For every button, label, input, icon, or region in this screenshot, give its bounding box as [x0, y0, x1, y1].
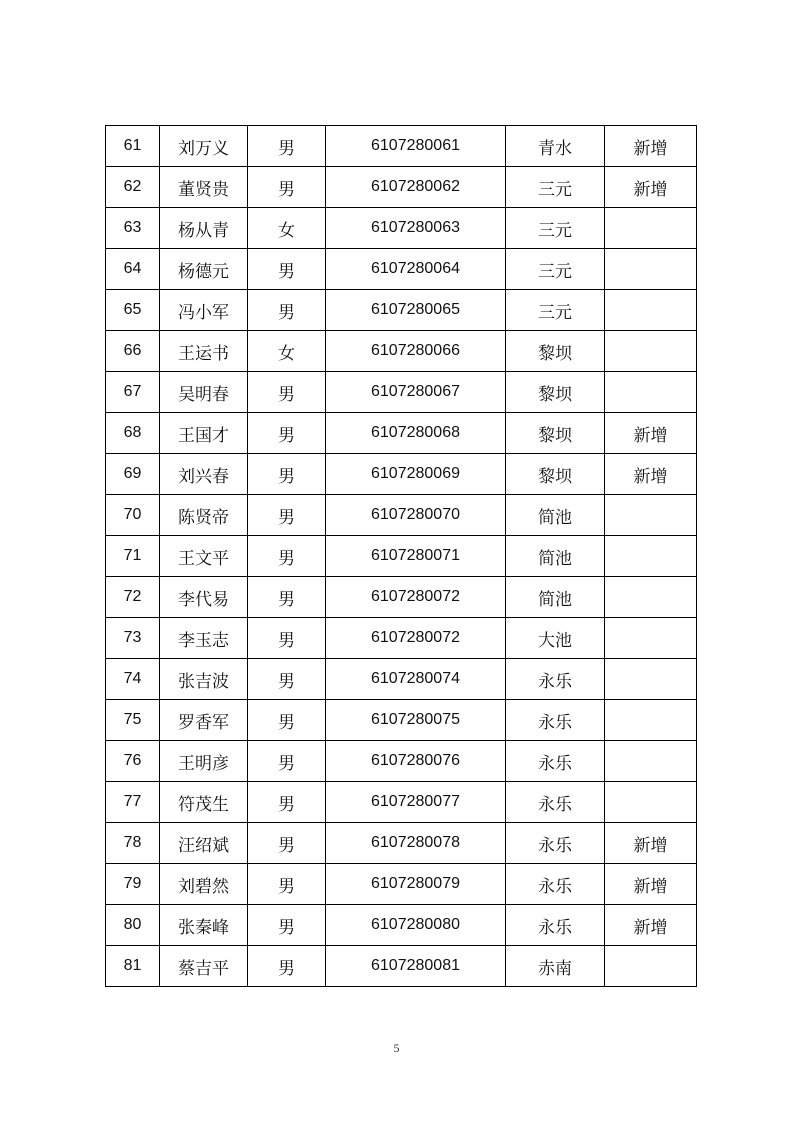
table-row	[106, 700, 697, 741]
cell-gender: 男	[248, 782, 326, 823]
cell-note	[605, 782, 697, 823]
cell-gender: 男	[248, 413, 326, 454]
cell-name: 罗香军	[160, 700, 248, 741]
cell-gender: 男	[248, 454, 326, 495]
cell-area: 黎坝	[506, 454, 605, 495]
cell-number: 62	[106, 167, 160, 208]
table-row	[106, 782, 697, 823]
cell-code: 6107280080	[326, 905, 506, 946]
cell-name: 张吉波	[160, 659, 248, 700]
cell-area: 永乐	[506, 741, 605, 782]
cell-number: 81	[106, 946, 160, 987]
cell-code: 6107280063	[326, 208, 506, 249]
cell-number: 77	[106, 782, 160, 823]
cell-gender: 男	[248, 659, 326, 700]
cell-code: 6107280075	[326, 700, 506, 741]
cell-number: 61	[106, 126, 160, 167]
cell-name: 李玉志	[160, 618, 248, 659]
cell-name: 王明彦	[160, 741, 248, 782]
cell-code: 6107280078	[326, 823, 506, 864]
table-row	[106, 577, 697, 618]
cell-number: 74	[106, 659, 160, 700]
cell-note	[605, 946, 697, 987]
table-row	[106, 741, 697, 782]
cell-note	[605, 577, 697, 618]
cell-code: 6107280067	[326, 372, 506, 413]
records-body	[106, 126, 697, 987]
cell-note	[605, 208, 697, 249]
cell-code: 6107280072	[326, 618, 506, 659]
cell-code: 6107280081	[326, 946, 506, 987]
cell-code: 6107280068	[326, 413, 506, 454]
table-row	[106, 946, 697, 987]
cell-code: 6107280066	[326, 331, 506, 372]
cell-note	[605, 536, 697, 577]
cell-gender: 男	[248, 372, 326, 413]
cell-name: 王文平	[160, 536, 248, 577]
cell-note: 新增	[605, 167, 697, 208]
cell-name: 李代易	[160, 577, 248, 618]
table-row	[106, 495, 697, 536]
cell-area: 永乐	[506, 700, 605, 741]
cell-name: 蔡吉平	[160, 946, 248, 987]
cell-area: 永乐	[506, 823, 605, 864]
cell-note	[605, 290, 697, 331]
cell-area: 三元	[506, 167, 605, 208]
cell-note	[605, 700, 697, 741]
cell-area: 永乐	[506, 905, 605, 946]
cell-code: 6107280062	[326, 167, 506, 208]
cell-code: 6107280061	[326, 126, 506, 167]
cell-name: 汪绍斌	[160, 823, 248, 864]
table-row	[106, 454, 697, 495]
cell-area: 三元	[506, 208, 605, 249]
cell-area: 简池	[506, 536, 605, 577]
cell-gender: 男	[248, 946, 326, 987]
cell-gender: 男	[248, 741, 326, 782]
cell-code: 6107280076	[326, 741, 506, 782]
cell-gender: 男	[248, 905, 326, 946]
cell-gender: 男	[248, 167, 326, 208]
cell-note	[605, 659, 697, 700]
cell-area: 黎坝	[506, 331, 605, 372]
cell-code: 6107280065	[326, 290, 506, 331]
cell-code: 6107280070	[326, 495, 506, 536]
cell-area: 永乐	[506, 782, 605, 823]
cell-gender: 男	[248, 864, 326, 905]
cell-gender: 男	[248, 577, 326, 618]
cell-code: 6107280079	[326, 864, 506, 905]
table-row	[106, 659, 697, 700]
cell-number: 66	[106, 331, 160, 372]
cell-name: 刘万义	[160, 126, 248, 167]
cell-number: 69	[106, 454, 160, 495]
cell-name: 杨德元	[160, 249, 248, 290]
cell-name: 王运书	[160, 331, 248, 372]
cell-area: 赤南	[506, 946, 605, 987]
table-row	[106, 823, 697, 864]
cell-gender: 男	[248, 823, 326, 864]
cell-note: 新增	[605, 126, 697, 167]
cell-area: 三元	[506, 249, 605, 290]
cell-number: 67	[106, 372, 160, 413]
table-row	[106, 249, 697, 290]
cell-name: 刘碧然	[160, 864, 248, 905]
cell-number: 76	[106, 741, 160, 782]
table-row	[106, 290, 697, 331]
table-row	[106, 413, 697, 454]
table-row	[106, 126, 697, 167]
cell-note	[605, 372, 697, 413]
table-row	[106, 536, 697, 577]
cell-gender: 男	[248, 618, 326, 659]
cell-gender: 男	[248, 126, 326, 167]
cell-gender: 女	[248, 331, 326, 372]
cell-note	[605, 618, 697, 659]
cell-note: 新增	[605, 454, 697, 495]
cell-area: 永乐	[506, 864, 605, 905]
cell-name: 张秦峰	[160, 905, 248, 946]
cell-area: 简池	[506, 577, 605, 618]
cell-number: 71	[106, 536, 160, 577]
cell-code: 6107280064	[326, 249, 506, 290]
records-table	[105, 125, 697, 987]
cell-number: 68	[106, 413, 160, 454]
cell-name: 王国才	[160, 413, 248, 454]
cell-number: 79	[106, 864, 160, 905]
table-row	[106, 905, 697, 946]
cell-gender: 男	[248, 249, 326, 290]
cell-note: 新增	[605, 864, 697, 905]
cell-note	[605, 331, 697, 372]
cell-name: 陈贤帝	[160, 495, 248, 536]
cell-name: 冯小军	[160, 290, 248, 331]
cell-name: 杨从青	[160, 208, 248, 249]
cell-gender: 男	[248, 536, 326, 577]
cell-number: 80	[106, 905, 160, 946]
cell-area: 黎坝	[506, 413, 605, 454]
cell-note: 新增	[605, 905, 697, 946]
cell-note	[605, 495, 697, 536]
cell-number: 63	[106, 208, 160, 249]
page-number: 5	[393, 1041, 400, 1055]
cell-name: 董贤贵	[160, 167, 248, 208]
cell-gender: 女	[248, 208, 326, 249]
cell-code: 6107280072	[326, 577, 506, 618]
cell-gender: 男	[248, 700, 326, 741]
cell-name: 吴明春	[160, 372, 248, 413]
cell-note: 新增	[605, 413, 697, 454]
cell-note: 新增	[605, 823, 697, 864]
cell-name: 刘兴春	[160, 454, 248, 495]
cell-number: 72	[106, 577, 160, 618]
cell-gender: 男	[248, 290, 326, 331]
table-row	[106, 167, 697, 208]
cell-area: 三元	[506, 290, 605, 331]
cell-code: 6107280069	[326, 454, 506, 495]
cell-area: 大池	[506, 618, 605, 659]
cell-code: 6107280071	[326, 536, 506, 577]
cell-area: 黎坝	[506, 372, 605, 413]
cell-area: 永乐	[506, 659, 605, 700]
cell-number: 64	[106, 249, 160, 290]
cell-name: 符茂生	[160, 782, 248, 823]
table-row	[106, 618, 697, 659]
cell-number: 73	[106, 618, 160, 659]
cell-number: 70	[106, 495, 160, 536]
table-row	[106, 331, 697, 372]
cell-note	[605, 741, 697, 782]
table-row	[106, 372, 697, 413]
table-row	[106, 208, 697, 249]
cell-gender: 男	[248, 495, 326, 536]
cell-number: 65	[106, 290, 160, 331]
cell-note	[605, 249, 697, 290]
cell-number: 75	[106, 700, 160, 741]
cell-code: 6107280074	[326, 659, 506, 700]
cell-area: 青水	[506, 126, 605, 167]
cell-area: 简池	[506, 495, 605, 536]
table-row	[106, 864, 697, 905]
cell-number: 78	[106, 823, 160, 864]
cell-code: 6107280077	[326, 782, 506, 823]
